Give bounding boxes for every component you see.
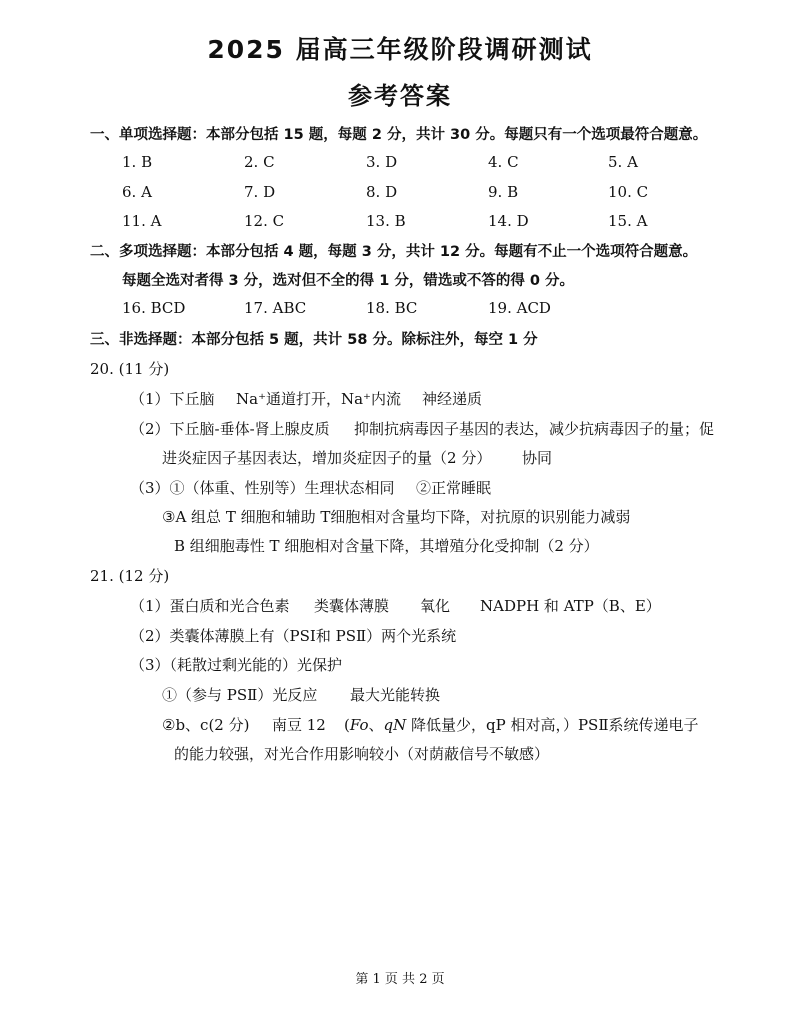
- question-20-label: 20. (11 分): [90, 360, 170, 378]
- section-2-heading: 二、多项选择题：本部分包括 4 题，每题 3 分，共计 12 分。每题有不止一个选项符合题意。: [90, 244, 698, 260]
- q21-part-2-label: （2）类囊体薄膜上有（PSⅠ和 PSⅡ）两个光系统: [130, 627, 457, 645]
- q21-part-1-answer: 类囊体薄膜: [314, 597, 390, 615]
- question-21-label: 21. (12 分): [90, 567, 170, 585]
- q21-part-3-answer: (Fo、qN 降低量少，qP 相对高，）PSⅡ系统传递电子: [344, 716, 699, 734]
- answer-item: 4. C: [488, 153, 519, 171]
- q20-part-3-label: （3）①（体重、性别等）生理状态相同: [130, 479, 395, 497]
- page-title: 2025 届高三年级阶段调研测试: [207, 35, 593, 64]
- answer-item: 19. ACD: [488, 299, 551, 317]
- q21-part-1-label: （1）蛋白质和光合色素: [130, 597, 290, 615]
- q21-part-1-answer: NADPH 和 ATP（B、E）: [480, 597, 661, 615]
- answer-item: 9. B: [488, 183, 519, 201]
- q21-part-3-answer: ②b、c(2 分): [162, 716, 250, 734]
- section-3-heading: 三、非选择题：本部分包括 5 题，共计 58 分。除标注外，每空 1 分: [90, 332, 538, 348]
- answer-item: 2. C: [244, 153, 275, 171]
- section-1-heading: 一、单项选择题：本部分包括 15 题，每题 2 分，共计 30 分。每题只有一个选项最符合题意。: [90, 127, 708, 143]
- answer-item: 16. BCD: [122, 299, 186, 317]
- q20-part-2-label: （2）下丘脑-垂体-肾上腺皮质: [130, 420, 330, 438]
- answer-item: 13. B: [366, 212, 406, 230]
- answer-item: 7. D: [244, 183, 276, 201]
- answer-item: 15. A: [608, 212, 648, 230]
- q21-part-3-answer: 南豆 12: [272, 716, 326, 734]
- page-subtitle: 参考答案: [348, 82, 452, 110]
- q20-part-1-answer: Na⁺通道打开，Na⁺内流: [236, 390, 401, 408]
- answer-item: 3. D: [366, 153, 398, 171]
- answer-item: 11. A: [122, 212, 162, 230]
- page-footer: 第 1 页 共 2 页: [355, 972, 445, 987]
- answer-item: 1. B: [122, 153, 153, 171]
- q20-part-3-answer: ②正常睡眠: [416, 479, 492, 497]
- separator: 、: [368, 716, 384, 734]
- q21-part-3-answer-rest: 降低量少，qP 相对高，）PSⅡ系统传递电子: [406, 716, 699, 734]
- q20-part-2-answer: 抑制抗病毒因子基因的表达，减少抗病毒因子的量；促: [354, 420, 715, 438]
- answer-item: 8. D: [366, 183, 398, 201]
- q21-part-1-answer: 氧化: [420, 597, 451, 615]
- answer-item: 10. C: [608, 183, 649, 201]
- q21-part-3-label: （3）（耗散过剩光能的）光保护: [130, 656, 343, 674]
- q20-part-3-answer: ③A 组总 T 细胞和辅助 T细胞相对含量均下降，对抗原的识别能力减弱: [162, 508, 631, 526]
- q21-part-3-answer: 最大光能转换: [350, 686, 441, 704]
- answer-item: 18. BC: [366, 299, 418, 317]
- answer-item: 12. C: [244, 212, 285, 230]
- section-2-scoring: 每题全选对者得 3 分，选对但不全的得 1 分，错选或不答的得 0 分。: [122, 273, 575, 289]
- answer-item: 14. D: [488, 212, 529, 230]
- q20-part-2-answer-cont: 进炎症因子基因表达，增加炎症因子的量（2 分）: [162, 449, 492, 467]
- qn-symbol: qN: [383, 716, 407, 734]
- answer-item: 5. A: [608, 153, 638, 171]
- q21-part-3-answer-cont: 的能力较强，对光合作用影响较小（对荫蔽信号不敏感）: [174, 745, 550, 763]
- q20-part-1-label: （1）下丘脑: [130, 390, 215, 408]
- q20-part-3-answer-cont: B 组细胞毒性 T 细胞相对含量下降，其增殖分化受抑制（2 分）: [174, 537, 599, 555]
- answer-item: 17. ABC: [244, 299, 307, 317]
- answer-item: 6. A: [122, 183, 152, 201]
- q20-part-1-answer: 神经递质: [422, 390, 483, 408]
- q20-part-2-answer: 协同: [522, 449, 553, 467]
- fo-symbol: Fo: [349, 716, 369, 734]
- q21-part-3-answer: ①（参与 PSⅡ）光反应: [162, 686, 318, 704]
